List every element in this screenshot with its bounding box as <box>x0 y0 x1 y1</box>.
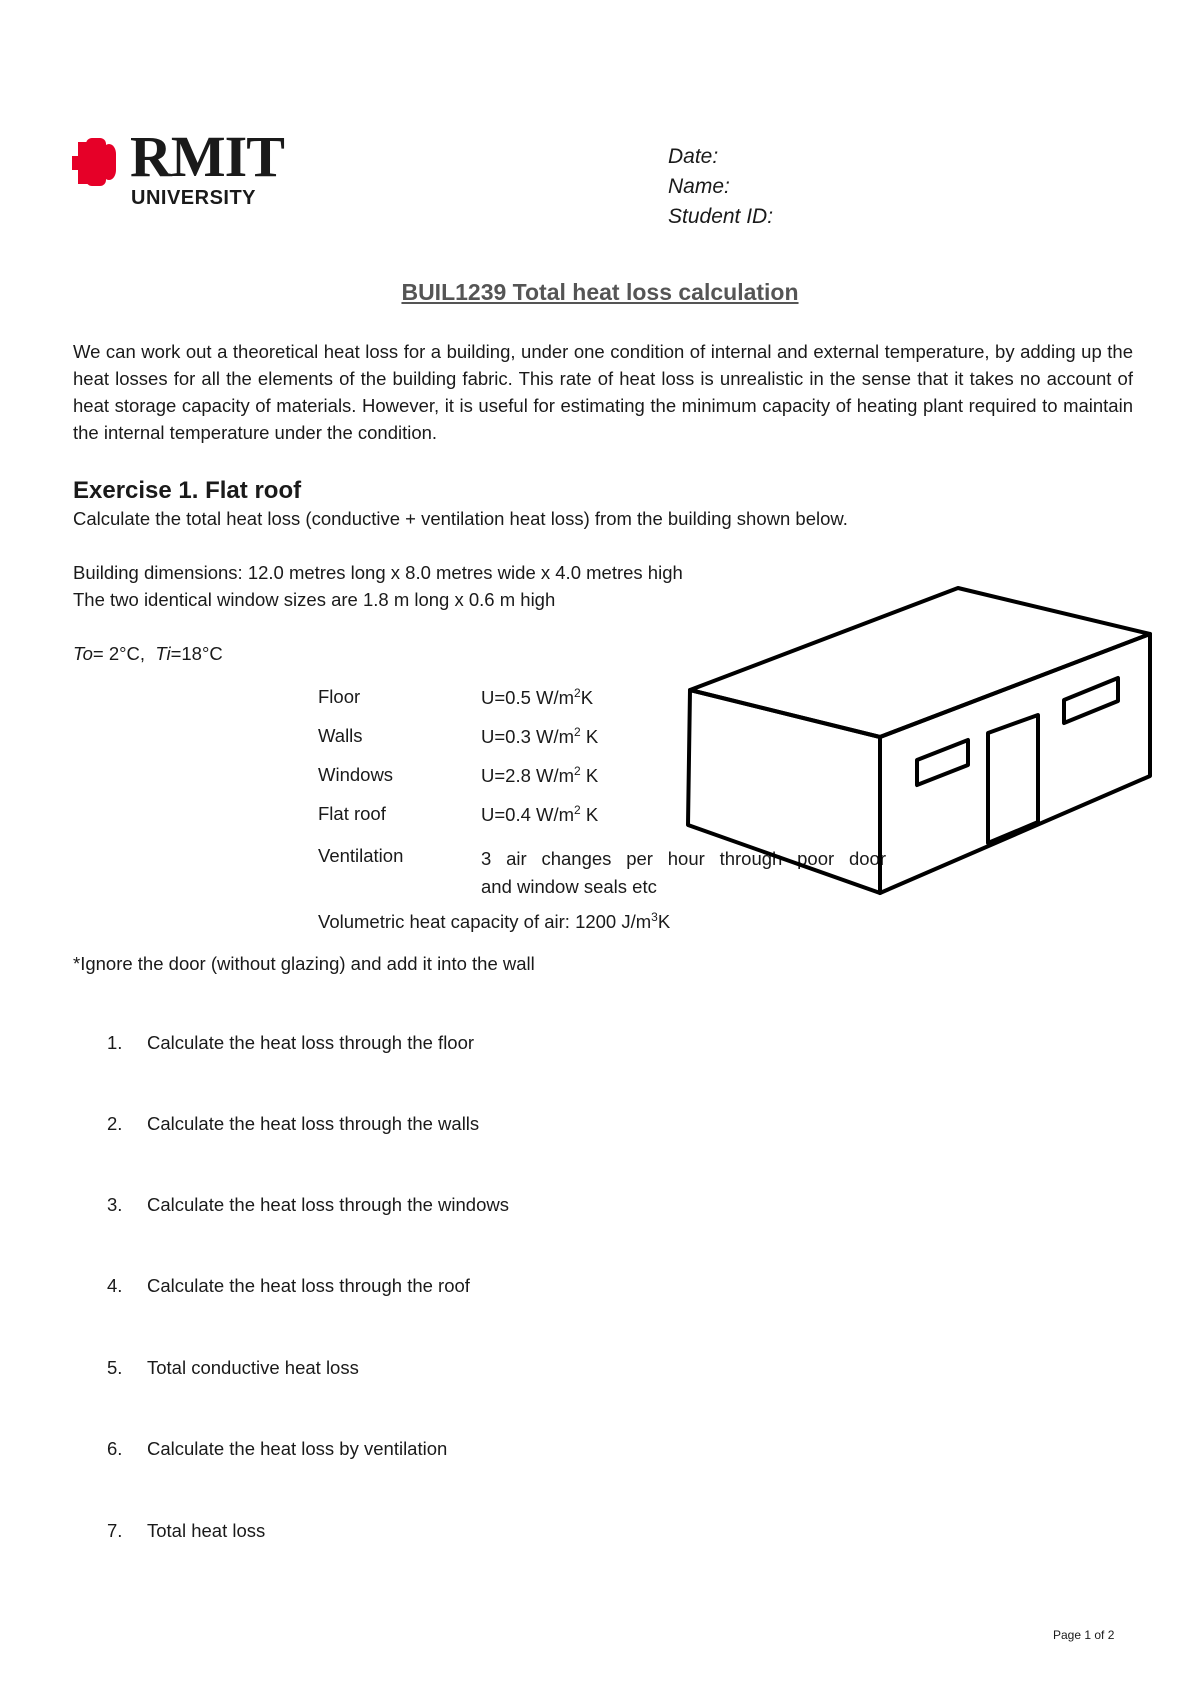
student-id-label: Student ID: <box>668 205 774 228</box>
ti-value: =18°C <box>170 643 223 664</box>
university-wordmark: UNIVERSITY <box>131 187 257 209</box>
air-capacity: Volumetric heat capacity of air: 1200 $J/m^3K$ <box>318 910 671 933</box>
building-side-wall <box>880 634 1150 893</box>
building-front-wall <box>688 690 880 893</box>
flat-roof-label: Flat roof <box>318 803 386 824</box>
question-item: 3. Calculate the heat loss through the windows <box>107 1194 509 1215</box>
name-label: Name: <box>668 175 730 198</box>
walls-label: Walls <box>318 725 363 746</box>
exercise-instruction: Calculate the total heat loss (conductive + ventilation heat loss) from the building shown below. <box>73 508 848 529</box>
question-item: 2. Calculate the heat loss through the walls <box>107 1113 480 1134</box>
to-label: To <box>73 643 93 664</box>
ventilation-label: Ventilation <box>318 845 404 866</box>
building-window-right <box>1064 678 1118 723</box>
date-label: Date: <box>668 145 719 168</box>
question-item: 5. Total conductive heat loss <box>107 1357 359 1378</box>
floor-u-value: U=0.5 $W/m^2K$ <box>481 686 594 709</box>
windows-note: The two identical window sizes are 1.8 m long x 0.6 m high <box>73 589 556 610</box>
building-door <box>988 715 1038 843</box>
building-dimensions: Building dimensions: 12.0 metres long x 8.0 metres wide x 4.0 metres high <box>73 562 683 583</box>
ventilation-value: 3 air changes per hour through poor door and window seals etc <box>481 848 886 897</box>
exercise-heading: Exercise 1. Flat roof <box>73 477 302 504</box>
to-value: = 2°C, <box>92 643 146 664</box>
ti-label: Ti <box>155 643 171 664</box>
intro-paragraph: We can work out a theoretical heat loss for a building, under one condition of internal and external temperature, by adding up the heat losses for all the elements of the building fabric. This rate of heat loss is unrealistic in the sense that it takes no account of heat storage capacity of materials. However, it is useful for estimating the minimum capacity of heating plant required to maintain the internal temperature under the condition. <box>73 341 1133 443</box>
rmit-wordmark: RMIT <box>130 124 284 189</box>
page-title: BUIL1239 Total heat loss calculation <box>401 279 799 305</box>
question-item: 7. Total heat loss <box>107 1520 266 1541</box>
door-note: *Ignore the door (without glazing) and add it into the wall <box>73 953 535 974</box>
windows-u-value: U=2.8 $W/m^2$ K <box>481 764 599 787</box>
floor-label: Floor <box>318 686 361 707</box>
question-item: 4. Calculate the heat loss through the roof <box>107 1275 470 1296</box>
page-number: Page 1 of 2 <box>1053 1628 1115 1642</box>
question-item: 6. Calculate the heat loss by ventilation <box>107 1438 448 1459</box>
building-window-left <box>917 740 968 785</box>
walls-u-value: U=0.3 $W/m^2$ K <box>481 725 599 748</box>
flat-roof-u-value: U=0.4 $W/m^2$ K <box>481 803 599 826</box>
windows-label: Windows <box>318 764 394 785</box>
question-item: 1. Calculate the heat loss through the floor <box>107 1032 475 1053</box>
